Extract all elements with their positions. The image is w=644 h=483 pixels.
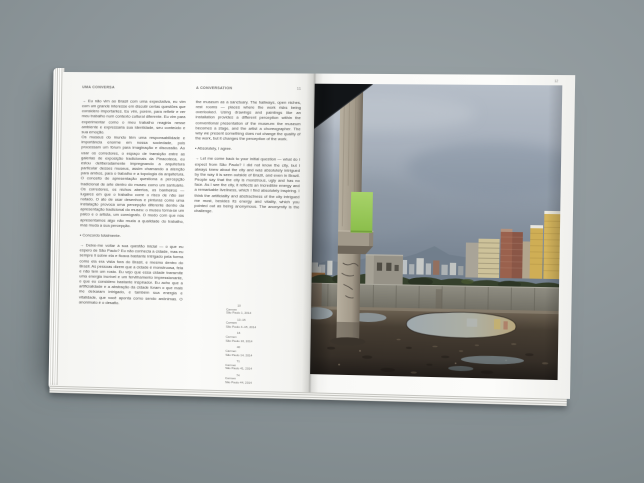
- caption-detail: São Paulo 41, 2014: [225, 366, 253, 371]
- paragraph-en-3: → Let me come back to your initial question — what do I expect from São Paulo? I did not know the city, but I always knew about the city and was absolutely intrigued by the way it is seen outside of Brazil, and even in Brazil. People say that the city is monstrous, ugly and has no face. As I see the city, it reflects an incredible energy and a remarkable liveliness, which I find absolutely inspiring. I think the artificiality and abstractness of the city intrigued me most, besides its energy and vitality, which you pointed out as being anonymous. The anonymity is the challenge.: [194, 155, 301, 214]
- paragraph-pt-4: → Deixe-me voltar à sua questão inicial — o que eu espero de São Paulo? Eu não conhecia a cidade, mas eu sempre li sobre ela e ficava bastante intrigado pela forma como ela era vista fora do Brasil, e mesmo dentro do Brasil. As pessoas dizem que a cidade é monstruosa, feia e não tem um rosto. Eu vejo que essa cidade transmite uma energia incrível e um fervilhamento impressionante, o que eu considero bastante inspirador. Eu acho que a artificialidade e a abstração da cidade foram o que mais me deixaram intrigado, e também sua energia e vitalidade, que você aponta como sendo anônimas. O anonimato é o desafio.: [78, 242, 184, 305]
- caption-work: Carmen: [225, 362, 237, 367]
- caption-entry: [225, 374, 299, 387]
- running-head-en: A CONVERSATION: [196, 85, 233, 91]
- open-book: [58, 72, 576, 399]
- caption-ref: 74: [236, 372, 240, 377]
- text-columns: [79, 98, 301, 309]
- caption-detail: São Paulo 1, 2014: [226, 310, 252, 316]
- running-head-pt: UMA CONVERSA: [82, 85, 115, 90]
- caption-detail: São Paulo 14, 2014: [225, 352, 253, 358]
- caption-ref: 16: [236, 331, 241, 336]
- text-column-english: [193, 99, 301, 309]
- caption-entry: [225, 360, 299, 373]
- running-head-en-wrap: [196, 86, 301, 91]
- running-head-row: [82, 85, 301, 91]
- paragraph-pt-2: Os museus do mundo têm uma responsabilidade e importância enorme em nossa sociedade, pois processam um fórum para imaginação e discussão. Ao usar os corredores, o espaço de transição entre as galerias de exposição tradicionais da Pinacoteca, eu estou deliberadamente impregnando a arquitetura particular desses museus, assim chamando a atenção para ambos, para o trabalho e a topologia da arquitetura. O conceito de apresentação questiona a percepção tradicional de arte dentro do museu como um santuário. Os corredores, os nichos abertos, os banheiros — lugares em que o trabalho corre o risco de não ser notado. O ato de usar desenhos e pinturas como uma instalação provoca uma percepção diferente dentro da apresentação tradicional do museu: o museu torna-se um palco e o artista, um coreógrafo. O modo com que nós apresentamos algo não muda a qualidade do trabalho, mas muda a sua percepção.: [80, 134, 186, 228]
- pillar-corbel: [338, 231, 373, 246]
- caption-list: [225, 304, 300, 389]
- caption-entry: [225, 346, 299, 359]
- caption-ref: 40: [236, 345, 241, 350]
- caption-work: Carmen: [225, 348, 237, 353]
- caption-detail: São Paulo 44, 2014: [224, 380, 252, 385]
- caption-work: Carmen: [225, 320, 237, 326]
- caption-detail: São Paulo 4–15, 2014: [225, 324, 257, 330]
- caption-entry: [226, 304, 300, 317]
- caption-ref: 71: [236, 358, 240, 364]
- caption-work: Carmen: [226, 307, 238, 312]
- paragraph-pt-3: ▪ Concordo totalmente.: [79, 232, 121, 238]
- green-poster: [351, 192, 373, 233]
- caption-entry: [226, 332, 300, 345]
- right-page: [310, 74, 575, 399]
- caption-ref: 13–15: [237, 317, 246, 322]
- paragraph-pt-1: → Eu não vim ao Brasil com uma expectativa, eu vim com um grande interesse em discutir certas questões que considero importantes. Eu vim, porém, para refletir e ver meu trabalho num contexto cultural diferente. Eu vim para experimentar como o meu trabalho reagiria nesse ambiente e expressaria sua identidade, seu conteúdo e sua emoção.: [81, 98, 186, 135]
- book-spread: [58, 72, 576, 399]
- paragraph-en-2: ▪ Absolutely, I agree.: [195, 145, 233, 152]
- caption-detail: São Paulo 16, 2014: [225, 338, 253, 344]
- caption-work: Carmen: [225, 376, 236, 381]
- ruined-building: [365, 254, 403, 286]
- text-column-portuguese: [79, 98, 186, 306]
- page-number-left: 11: [296, 86, 302, 91]
- paragraph-en-1: the museum as a sanctuary. The hallways, open niches, rest rooms — places where the work risks being overlooked. Using drawings and paintings like an installation provides a different perception within the conventional presentation of the museum: the museum becomes a stage, and the artist a choreographer. The way we present something does not change the quality of the work, but it changes the perception of the work.: [195, 99, 302, 142]
- caption-ref: 10: [237, 303, 241, 308]
- caption-entry: [226, 318, 300, 331]
- left-page: [58, 72, 315, 392]
- photo-urban-landscape: [310, 84, 562, 380]
- caption-work: Carmen: [225, 334, 237, 340]
- page-number-right: 12: [554, 78, 559, 83]
- left-page-content: [79, 85, 301, 309]
